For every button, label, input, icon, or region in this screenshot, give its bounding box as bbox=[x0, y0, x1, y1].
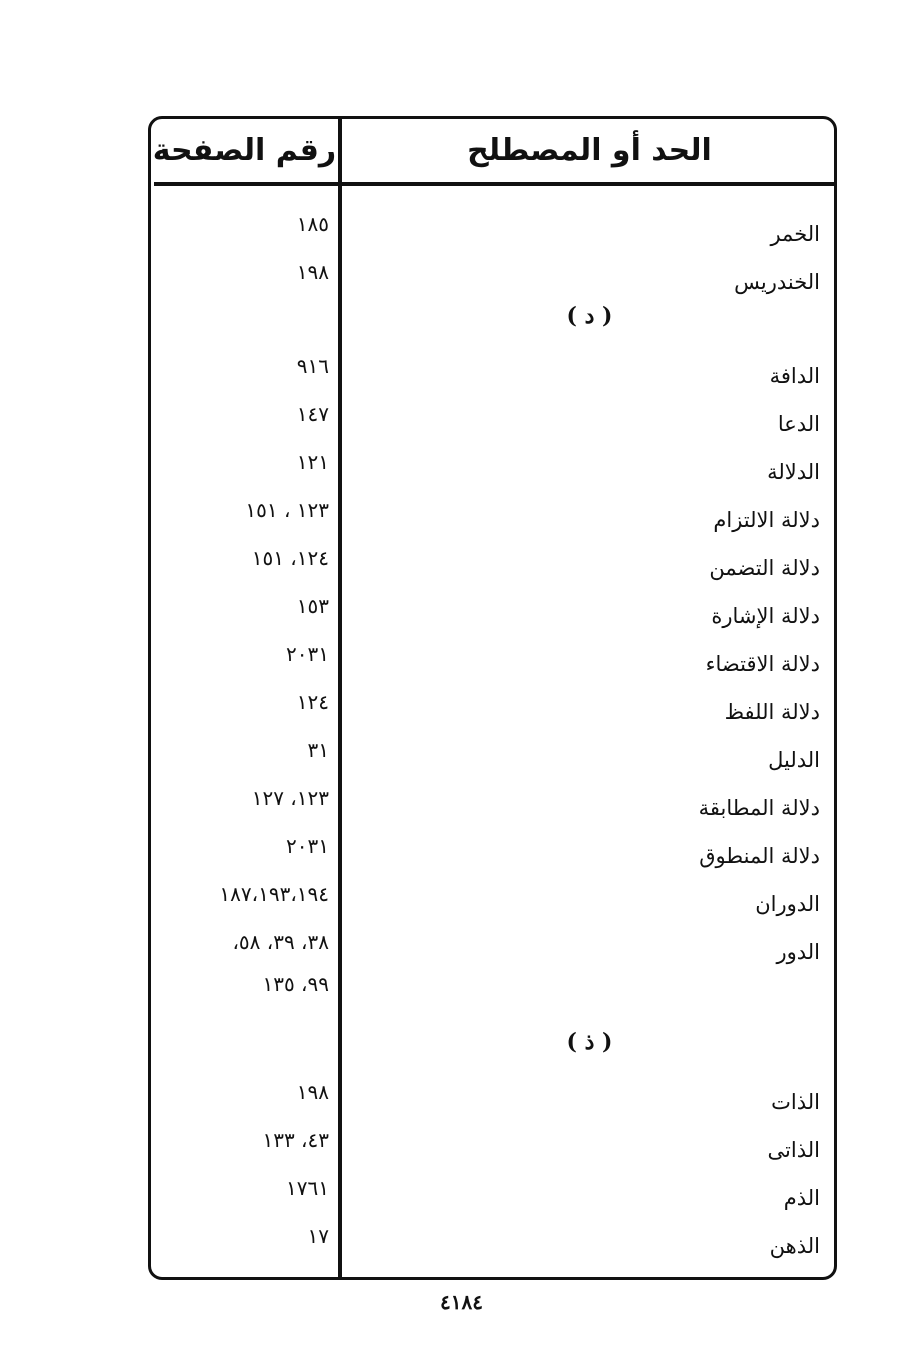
index-page-numbers: ١٢٣، ١٢٧ bbox=[251, 786, 329, 810]
index-row bbox=[151, 1220, 834, 1260]
index-row bbox=[151, 926, 834, 966]
index-page-numbers: ٣١ bbox=[307, 738, 329, 762]
index-term: الخمر bbox=[770, 222, 820, 246]
index-page-numbers: ١٢٤، ١٥١ bbox=[251, 546, 329, 570]
index-page-numbers: ١٢٣ ، ١٥١ bbox=[245, 498, 329, 522]
index-term: دلالة الإشارة bbox=[711, 604, 820, 628]
index-row bbox=[151, 830, 834, 870]
section-letter-heading: ( ذ ) bbox=[566, 1029, 613, 1055]
index-page-numbers: ١٢٤ bbox=[296, 690, 329, 714]
index-term: الذهن bbox=[769, 1234, 820, 1258]
index-page-numbers: ١٩٨ bbox=[296, 1080, 329, 1104]
index-page-numbers: ١٤٧ bbox=[296, 402, 329, 426]
index-page-numbers: ٩١٦ bbox=[296, 354, 329, 378]
index-row bbox=[151, 968, 834, 1008]
term-column-header: الحد أو المصطلح bbox=[467, 133, 712, 168]
index-row bbox=[151, 542, 834, 582]
index-row bbox=[151, 208, 834, 248]
index-row bbox=[151, 398, 834, 438]
index-page-numbers: ١٩٨ bbox=[296, 260, 329, 284]
index-term: الدلالة bbox=[767, 460, 820, 484]
index-page-numbers: ١٢١ bbox=[296, 450, 329, 474]
header-rule bbox=[154, 182, 837, 186]
index-page-numbers: ٣٨، ٣٩، ٥٨، bbox=[232, 930, 329, 954]
page-column-header: رقم الصفحة bbox=[152, 133, 337, 168]
index-row bbox=[151, 734, 834, 774]
index-page-numbers: ٢٠٣١ bbox=[286, 834, 329, 858]
index-term: الذم bbox=[783, 1186, 820, 1210]
index-row bbox=[151, 1076, 834, 1116]
index-row bbox=[151, 686, 834, 726]
index-row bbox=[151, 1124, 834, 1164]
index-term: الذات bbox=[771, 1090, 820, 1114]
index-page-numbers: ١٥٣ bbox=[296, 594, 329, 618]
index-row bbox=[151, 256, 834, 296]
index-row bbox=[151, 350, 834, 390]
index-row bbox=[151, 1172, 834, 1212]
index-row bbox=[151, 782, 834, 822]
index-term: الذاتى bbox=[767, 1138, 820, 1162]
index-term: الدوران bbox=[755, 892, 820, 916]
index-term: دلالة التضمن bbox=[709, 556, 820, 580]
page-number: ٤١٨٤ bbox=[440, 1290, 483, 1314]
index-row bbox=[151, 446, 834, 486]
index-term: الخندريس bbox=[734, 270, 820, 294]
section-letter-heading: ( د ) bbox=[566, 303, 613, 329]
index-row bbox=[151, 494, 834, 534]
index-term: دلالة الالتزام bbox=[713, 508, 820, 532]
index-term: دلالة المطابقة bbox=[698, 796, 820, 820]
index-page-numbers: ١٧٦١ bbox=[286, 1176, 329, 1200]
index-page-numbers: ٤٣، ١٣٣ bbox=[262, 1128, 329, 1152]
index-term: دلالة الاقتضاء bbox=[705, 652, 820, 676]
index-term: الدافة bbox=[769, 364, 820, 388]
index-page-numbers: ١٧ bbox=[307, 1224, 329, 1248]
index-term: دلالة المنطوق bbox=[699, 844, 820, 868]
index-page-numbers: ١٨٥ bbox=[296, 212, 329, 236]
index-term: الدور bbox=[776, 940, 820, 964]
index-row bbox=[151, 590, 834, 630]
index-term: الدعا bbox=[777, 412, 820, 436]
index-term: دلالة اللفظ bbox=[724, 700, 820, 724]
index-term: الدليل bbox=[768, 748, 820, 772]
index-page-numbers: ١٨٧،١٩٣،١٩٤ bbox=[219, 882, 329, 906]
index-page-numbers: ٩٩، ١٣٥ bbox=[262, 972, 329, 996]
index-row bbox=[151, 878, 834, 918]
index-page-numbers: ٢٠٣١ bbox=[286, 642, 329, 666]
index-row bbox=[151, 638, 834, 678]
